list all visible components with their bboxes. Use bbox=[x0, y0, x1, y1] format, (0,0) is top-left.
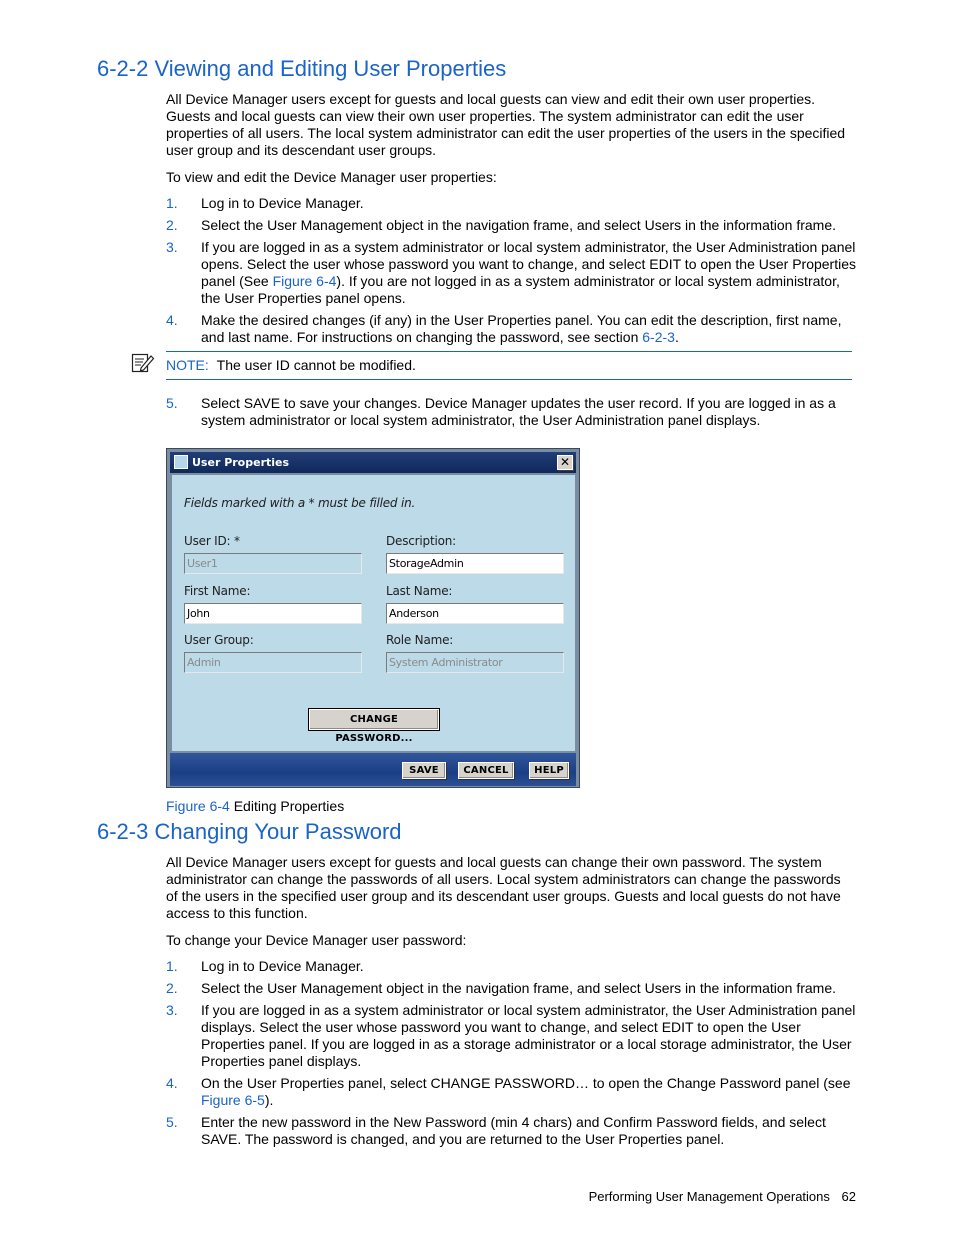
section1-lead: To view and edit the Device Manager user properties: bbox=[166, 169, 497, 185]
figure-6-5-link[interactable]: Figure 6-5 bbox=[201, 1092, 265, 1108]
section-6-2-3-link[interactable]: 6-2-3 bbox=[642, 329, 675, 345]
section-heading-6-2-3: 6-2-3 Changing Your Password bbox=[97, 819, 402, 844]
save-button[interactable]: SAVE bbox=[402, 762, 446, 779]
cancel-button[interactable]: CANCEL bbox=[458, 762, 514, 779]
note bbox=[166, 357, 416, 374]
note-rule-top bbox=[166, 351, 852, 352]
user-id-field: User1 bbox=[184, 553, 362, 574]
first-name-label: First Name: bbox=[184, 584, 251, 598]
list-number: 3. bbox=[166, 1002, 178, 1018]
last-name-label: Last Name: bbox=[386, 584, 453, 598]
user-properties-dialog bbox=[166, 448, 580, 788]
figure-caption bbox=[166, 798, 344, 815]
list-text: On the User Properties panel, select CHANGE PASSWORD… to open the Change Password panel (see Figure 6-5). bbox=[201, 1075, 851, 1108]
list-text: Make the desired changes (if any) in the User Properties panel. You can edit the description, first name, and last name. For instructions on changing the password, see section 6-2-3. bbox=[201, 312, 842, 345]
last-name-field[interactable]: Anderson bbox=[386, 603, 564, 624]
note-text: The user ID cannot be modified. bbox=[216, 357, 416, 373]
figure-6-4-link[interactable]: Figure 6-4 bbox=[272, 273, 337, 289]
user-group-label: User Group: bbox=[184, 633, 254, 647]
section-heading-6-2-2: 6-2-2 Viewing and Editing User Properties bbox=[97, 56, 507, 81]
change-password-button[interactable]: CHANGE PASSWORD... bbox=[309, 709, 439, 730]
role-name-field: System Administrator bbox=[386, 652, 564, 673]
list-text: If you are logged in as a system administrator or local system administrator, the User Administration panel displays. Select the user whose password you want to change, and select EDIT to open the User Properties panel. If you are logged in as a storage administrator or a local storage administrator, the User Properties panel displays. bbox=[201, 1002, 856, 1069]
required-fields-hint: Fields marked with a * must be filled in. bbox=[184, 496, 416, 510]
user-group-field: Admin bbox=[184, 652, 362, 673]
role-name-label: Role Name: bbox=[386, 633, 454, 647]
list-number: 5. bbox=[166, 395, 178, 411]
description-field[interactable]: StorageAdmin bbox=[386, 553, 564, 574]
note-icon bbox=[131, 352, 155, 374]
dialog-body bbox=[172, 475, 575, 751]
list-number: 1. bbox=[166, 958, 178, 974]
list-text: Enter the new password in the New Password (min 4 chars) and Confirm Password fields, and select SAVE. The password is changed, and you are returned to the User Properties panel. bbox=[201, 1114, 826, 1147]
section2-intro: All Device Manager users except for guests and local guests can change their own password. The system administrator can change the passwords of all users. Local system administrators can change the passwords of the users in the specified user group and its descendant user groups. Guests and local guests do not have access to this function. bbox=[166, 854, 841, 921]
dialog-title: User Properties bbox=[192, 456, 290, 469]
list-number: 1. bbox=[166, 195, 178, 211]
note-rule-bottom bbox=[166, 379, 852, 380]
figure-number: Figure 6-4 bbox=[166, 798, 230, 814]
page-footer bbox=[589, 1188, 856, 1205]
list-text: Select SAVE to save your changes. Device Manager updates the user record. If you are logged in as a system administrator or local system administrator, the User Administration panel displays. bbox=[201, 395, 836, 428]
section1-intro: All Device Manager users except for guests and local guests can view and edit their own user properties. Guests and local guests can view their own user properties. The system administrator can edit the user properties of all users. The local system administrator can edit the user properties of the users in the specified user group and its descendant user groups. bbox=[166, 91, 846, 158]
page-number: 62 bbox=[841, 1189, 856, 1204]
list-text: Select the User Management object in the navigation frame, and select Users in the information frame. bbox=[201, 980, 836, 996]
list-number: 4. bbox=[166, 312, 178, 328]
list-number: 4. bbox=[166, 1075, 178, 1091]
dialog-button-bar bbox=[170, 753, 576, 786]
list-text: If you are logged in as a system administrator or local system administrator, the User Administration panel opens. Select the user whose password you want to change, and select EDIT to open the User Properties panel (See Figure 6-4). If you are not logged in as a system administrator or local system administrator, the User Properties panel opens. bbox=[201, 239, 857, 306]
list-text: Log in to Device Manager. bbox=[201, 958, 364, 974]
list-number: 2. bbox=[166, 217, 178, 233]
close-icon[interactable]: ✕ bbox=[557, 455, 573, 470]
list-number: 5. bbox=[166, 1114, 178, 1130]
list-text: Log in to Device Manager. bbox=[201, 195, 364, 211]
help-button[interactable]: HELP bbox=[529, 762, 569, 779]
list-number: 2. bbox=[166, 980, 178, 996]
dialog-title-bar[interactable] bbox=[170, 452, 576, 473]
figure-title: Editing Properties bbox=[233, 798, 345, 814]
footer-title: Performing User Management Operations bbox=[588, 1189, 830, 1204]
description-label: Description: bbox=[386, 534, 456, 548]
note-label: NOTE: bbox=[166, 357, 209, 373]
first-name-field[interactable]: John bbox=[184, 603, 362, 624]
app-icon bbox=[174, 455, 188, 469]
list-text: Select the User Management object in the navigation frame, and select Users in the information frame. bbox=[201, 217, 836, 233]
user-id-label: User ID: * bbox=[184, 534, 240, 548]
section2-lead: To change your Device Manager user password: bbox=[166, 932, 467, 948]
list-number: 3. bbox=[166, 239, 178, 255]
